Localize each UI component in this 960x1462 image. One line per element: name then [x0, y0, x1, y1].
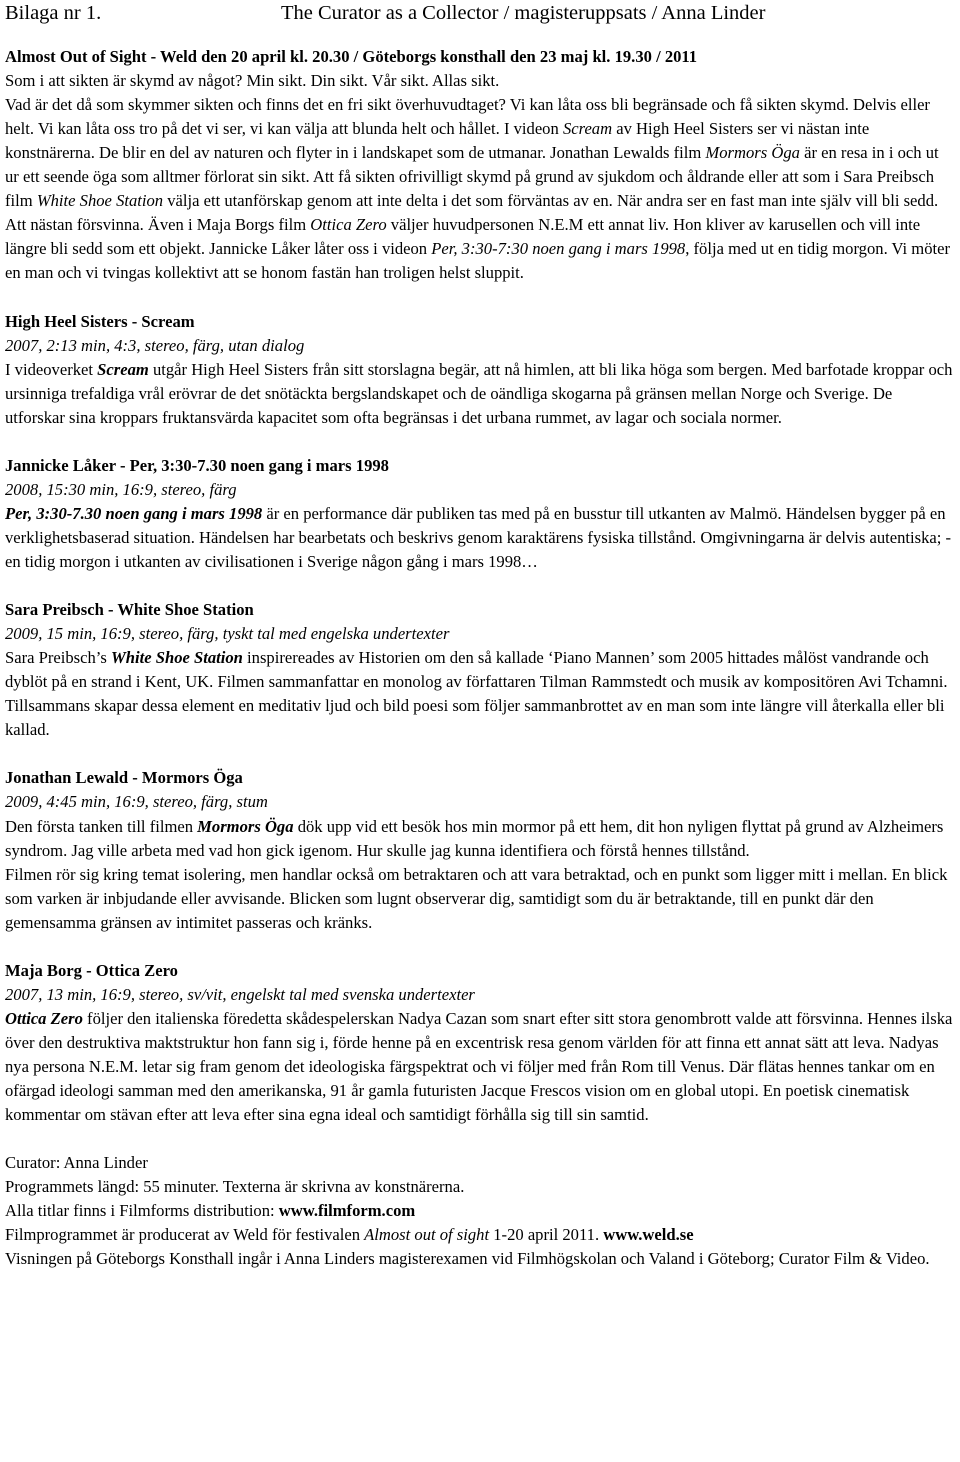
section-title: Jonathan Lewald - Mormors Öga: [5, 768, 243, 788]
section-meta: 2009, 15 min, 16:9, stereo, färg, tyskt tal med engelska undertexter: [5, 624, 450, 644]
distribution-line: Alla titlar finns i Filmforms distribution: www.filmform.com: [5, 1201, 416, 1221]
producer-line: Filmprogrammet är producerat av Weld för festivalen Almost out of sight 1-20 april 2011. www.weld.se: [5, 1225, 694, 1245]
thesis-title: The Curator as a Collector / magisteruppsats / Anna Linder: [281, 2, 766, 24]
section-text: Sara Preibsch’s White Shoe Station inspirereades av Historien om den så kallade ‘Piano Mannen’ som 2005 hittades målöst vandrande och dyblöt på en strand i Kent, UK. Filmen sammanfattar en monolog av författaren Tilman Rammstedt och musik av kompositören Avi Tchamni. Tillsammans skapar dessa element en meditativ ljud och bild poesi som följer sammanbrottet av en man som inte längre vill återkalla eller bli kallad.: [5, 648, 948, 740]
section-text: Den första tanken till filmen Mormors Öga dök upp vid ett besök hos min mormor på ett hem, dit hon nyligen flyttat på grund av Alzheimers syndrom. Jag ville arbeta med vad hon gick igenom. Hur skulle jag kunna identifiera och förstå hennes tillstånd.: [5, 816, 944, 860]
weld-link[interactable]: www.weld.se: [603, 1225, 694, 1245]
section-title: Jannicke Låker - Per, 3:30-7.30 noen gang i mars 1998: [5, 455, 389, 475]
section-text-continued: Filmen rör sig kring temat isolering, men handlar också om betraktaren och att vara betraktad, och en punkt som ligger mitt i mellan. En blick som varken är inbjudande eller avvisande. Blicken som lugnt observerar dig, samtidigt som du är betraktande, till en punkt där den gemensamma gränsen av intimitet passeras och kränks.: [5, 864, 948, 932]
work-title: Scream: [562, 119, 613, 139]
filmform-link[interactable]: www.filmform.com: [278, 1201, 416, 1221]
work-title: Mormors Öga: [197, 816, 294, 836]
document-body: [5, 45, 954, 1271]
screening-line: Visningen på Göteborgs Konsthall ingår i Anna Linders magisterexamen vid Filmhögskolan och Valand i Göteborg; Curator Film & Video.: [5, 1249, 930, 1269]
program-title: Almost Out of Sight - Weld den 20 april kl. 20.30 / Göteborgs konsthall den 23 maj kl. 19.30 / 2011: [5, 47, 698, 66]
work-title: Ottica Zero: [5, 1008, 83, 1028]
intro-paragraph: Vad är det då som skymmer sikten och finns det en fri sikt överhuvudtaget? Vi kan låta oss bli begränsade och få sikten skymd. Delvis eller helt. Vi kan låta oss tro på det vi ser, vi kan välja att blunda helt och hållet. I videon Scream av High Heel Sisters ser vi nästan inte konstnärerna. De blir en del av naturen och flyter in i landskapet som de utmanar. Jonathan Lewalds film Mormors Öga är en resa in i och ut ur ett seende öga som alltmer förlorat sin sikt. Att få sikten ofrivilligt skymd på grund av sjukdom och åldrande eller att som i Sara Preibsch film White Shoe Station välja ett utanförskap genom att inte delta i det som förväntas av en. När andra ser en fast man inte själv vill bli sedd. Att nästan försvinna. Även i Maja Borgs film Ottica Zero väljer huvudpersonen N.E.M ett annat liv. Hon kliver av karusellen och vill inte längre bli sedd som ett objekt. Jannicke Låker låter oss i videon Per, 3:30-7:30 noen gang i mars 1998, följa med ut en tidig morgon. Vi möter en man och vi tvingas kollektivt att se honom fastän han troligen helst sluppit.: [5, 95, 951, 283]
work-title: White Shoe Station: [36, 191, 164, 211]
section-text: Per, 3:30-7.30 noen gang i mars 1998 är en performance där publiken tas med på en busstur till utkanten av Malmö. Händelsen bygger på en verklighetsbaserad situation. Händelsen har bearbetats och beskrivs genom karaktärens fysiska tillstånd. Omgivningarna är delvis autentiska; - en tidig morgon i utkanten av civilisationen i Sverige någon gång i mars 1998…: [5, 503, 952, 571]
work-title: Scream: [97, 359, 149, 379]
work-title: White Shoe Station: [111, 648, 243, 668]
section-meta: 2008, 15:30 min, 16:9, stereo, färg: [5, 479, 237, 499]
curator-line: Curator: Anna Linder: [5, 1153, 148, 1173]
appendix-label: Bilaga nr 1.: [5, 2, 102, 24]
work-title: Mormors Öga: [705, 143, 800, 163]
work-title: Per, 3:30-7:30 noen gang i mars 1998: [431, 239, 686, 259]
section-meta: 2007, 13 min, 16:9, stereo, sv/vit, engelskt tal med svenska undertexter: [5, 984, 475, 1004]
section-title: Sara Preibsch - White Shoe Station: [5, 600, 254, 620]
section-title: High Heel Sisters - Scream: [5, 311, 195, 331]
section-meta: 2007, 2:13 min, 4:3, stereo, färg, utan dialog: [5, 335, 305, 355]
program-length: Programmets längd: 55 minuter. Texterna är skrivna av konstnärerna.: [5, 1177, 465, 1197]
section-text: I videoverket Scream utgår High Heel Sisters från sitt storslagna begär, att nå himlen, att bli lika höga som bergen. Med barfotade kroppar och ursinniga trefaldiga vrål erövrar de det snötäckta bergslandskapet och de oändliga skogarna på gränsen mellan Norge och Sverige. De utforskar sina kroppars fruktansvärda kapacitet som ofta begränsas i det urbana rummet, av lagar och sociala normer.: [5, 359, 953, 427]
work-title: Per, 3:30-7.30 noen gang i mars 1998: [5, 503, 263, 523]
section-text: Ottica Zero följer den italienska föredetta skådespelerskan Nadya Cazan som snart efter sitt stora genombrott valde att försvinna. Hennes ilska över den destruktiva maktstruktur hon fann sig i, förde henne på en excentrisk resa genom världen för att finna ett annat sätt att leva. Nadyas nya persona N.E.M. letar sig fram genom det ideologiska färgspektrat och vi följer med från Rom till Venus. Där flätas hennes tankar om en ofärgad ideologi samman med den amerikanska, 91 år gamla futuristen Jacque Frescos vision om en global utopi. En poetisk cinematisk kommentar om stävan efter att leva efter sina egna ideal och samtidigt förhålla sig till sin samtid.: [5, 1008, 953, 1125]
work-title: Ottica Zero: [310, 215, 387, 235]
festival-title: Almost out of sight: [364, 1225, 490, 1245]
page-header: [5, 0, 954, 25]
section-meta: 2009, 4:45 min, 16:9, stereo, färg, stum: [5, 792, 268, 812]
intro-line: Som i att sikten är skymd av något? Min sikt. Din sikt. Vår sikt. Allas sikt.: [5, 71, 500, 91]
section-title: Maja Borg - Ottica Zero: [5, 960, 178, 980]
